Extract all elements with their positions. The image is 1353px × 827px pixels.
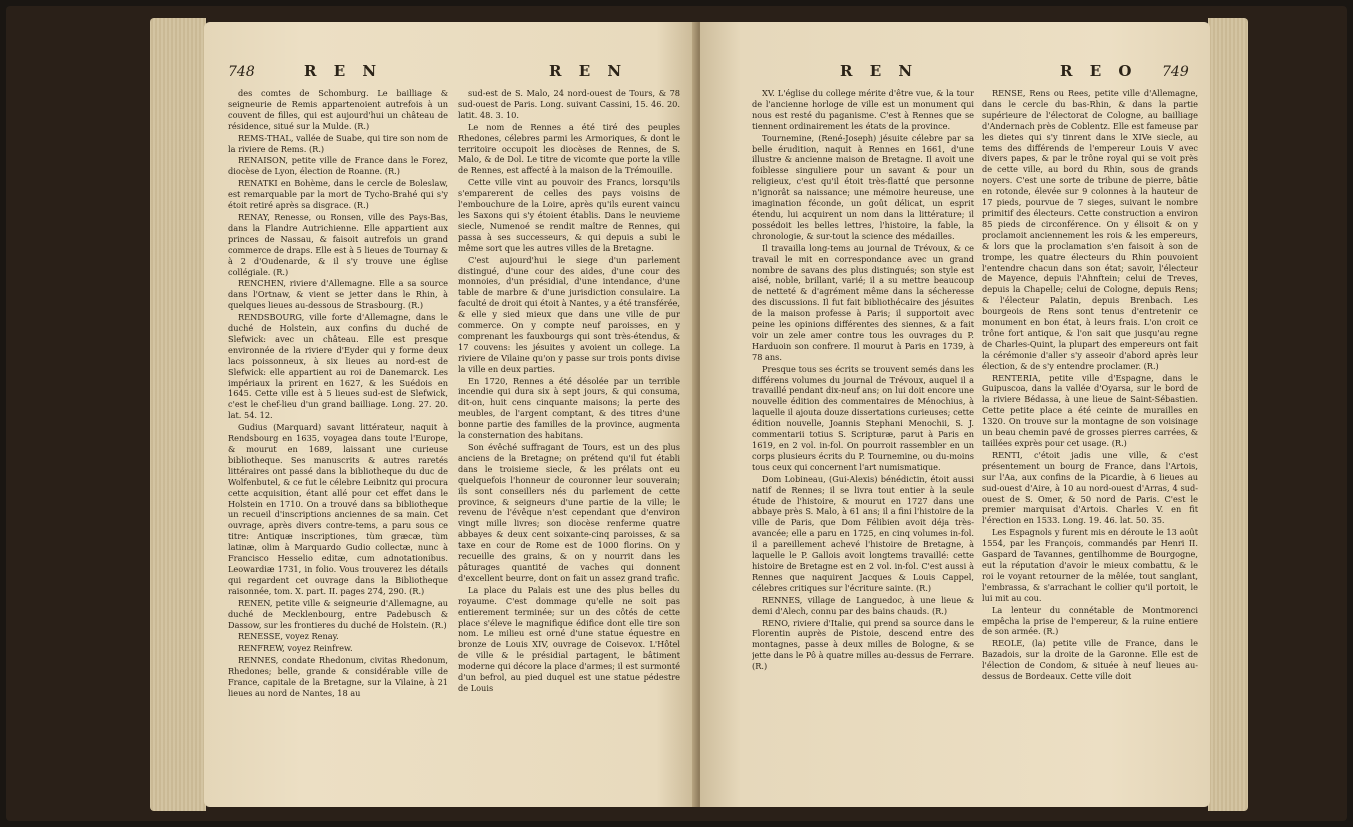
entry-paragraph: C'est aujourd'hui le siege d'un parlement distingué, d'une cour des aides, d'une cour des monnoies, d'un présidial, d'une intendance, d'une table de marbre & d'une jurisdiction consulaire. La faculté de droit qui étoit à Nantes, y a été transférée, & elle y sied mieux que dans une ville de pur commerce. On y compte neuf paroisses, en y comprenant les fauxbourgs qui sont très-étendus, & 17 couvens: les jésuites y avoient un college. La riviere de Vilaine qu'on y passe sur trois ponts divise la ville en deux parties. [458, 254, 680, 374]
left-page-number: 748 [228, 64, 255, 80]
left-column-2 [458, 88, 680, 798]
left-column-1 [228, 88, 448, 798]
entry-paragraph: La lenteur du connétable de Montmorenci empêcha la prise de l'empereur, & la ruine entiere de son armée. (R.) [982, 604, 1198, 637]
entry-paragraph: RENNES, condate Rhedonum, civitas Rhedonum, Rhedones; belle, grande & considérable ville de France, capitale de la Bretagne, sur la Vilaine, à 21 lieues au nord de Nantes, 18 au [228, 655, 448, 698]
entry-paragraph: La place du Palais est une des plus belles du royaume. C'est dommage qu'elle ne soit pas entierement terminée; sur un des côtés de cette place s'éleve le magnifique édifice dont elle tire son nom. Le milieu est orné d'une statue équestre en bronze de Louis XIV, ouvrage de Coisevox. L'Hôtel de ville & le présidial partagent, le bâtiment moderne qui décore la place d'armes; il est surmonté d'un befrol, au pied duquel est une statue pédestre de Louis [458, 584, 680, 693]
entry-paragraph: XV. L'église du college mérite d'être vue, & la tour de l'ancienne horloge de ville est un monument qui nous est resté du paganisme. C'est à Rennes que se tiennent ordinairement les états de la province. [752, 88, 974, 131]
right-page-edges [1208, 18, 1248, 811]
entry-paragraph: RENESSE, voyez Renay. [238, 631, 339, 642]
entry-paragraph: Le nom de Rennes a été tiré des peuples Rhedones, célebres parmi les Armoriques, & dont le territoire occupoit les diocèses de Rennes, de S. Malo, & de Dol. Le titre de vicomte que porte la ville de Rennes, est affecté à la maison de la Trémouille. [458, 121, 680, 176]
entry-paragraph: RENNES, village de Languedoc, à une lieue & demi d'Alech, connu par des bains chauds. (R.) [752, 594, 974, 616]
right-column-1 [752, 88, 974, 798]
left-header-left: R E N [304, 62, 383, 80]
right-header-left: R E N [840, 62, 919, 80]
entry-paragraph: sud-est de S. Malo, 24 nord-ouest de Tours, & 78 sud-ouest de Paris. Long. suivant Cassini, 15. 46. 20. latit. 48. 3. 10. [458, 88, 680, 120]
entry-paragraph: RENATKI en Bohème, dans le cercle de Boleslaw, est remarquable par la mort de Tycho-Brahé qui s'y étoit retiré après sa disgrace. (R.) [228, 178, 448, 211]
entry-paragraph: REMS-THAL, vallée de Suabe, qui tire son nom de la riviere de Rems. (R.) [228, 132, 448, 154]
entry-paragraph: RENTI, c'étoit jadis une ville, & c'est présentement un bourg de France, dans l'Artois, sur l'Aa, aux confins de la Picardie, à 6 lieues au sud-ouest d'Aire, à 10 au nord-ouest d'Arras, 4 sud-ouest de S. Omer, & 50 nord de Paris. C'est le premier marquisat d'Artois. Charles V. en fit l'érection en 1533. Long. 19. 46. lat. 50. 35. [982, 449, 1198, 526]
left-page-edges [150, 18, 206, 811]
right-header-right: R E O [1060, 62, 1138, 80]
entry-paragraph: RENFREW, voyez Reinfrew. [238, 643, 353, 654]
entry-paragraph: des comtes de Schomburg. Le bailliage & seigneurie de Remis appartenoient autrefois à un couvent de filles, qui est aujourd'hui un château de résidence, situé sur la Mulde. (R.) [228, 88, 448, 131]
entry-paragraph: REOLE, (la) petite ville de France, dans le Bazadois, sur la droite de la Garonne. Elle est de l'élection de Condom, & située à neuf lieues au-dessus de Bordeaux. Cette ville doit [982, 638, 1198, 682]
entry-paragraph: Dom Lobineau, (Gui-Alexis) bénédictin, étoit aussi natif de Rennes; il se livra tout entier à la seule étude de l'histoire, & mourut en 1727 dans une abbaye près S. Malo, à 61 ans; il a fini l'histoire de la ville de Paris, que Dom Félibien avoit déja très-avancée; elle a paru en 1725, en cinq volumes in-fol. il a pareillement achevé l'histoire de Bretagne, à laquelle le P. Gallois avoit longtems travaillé: cette histoire de Bretagne est en 2 vol. in-fol. C'est aussi à Rennes que naquirent Jacques & Louis Cappel, célebres critiques sur l'écriture sainte. (R.) [752, 473, 974, 593]
entry-paragraph: Presque tous ses écrits se trouvent semés dans les différens volumes du journal de Trévoux, auquel il a travaillé pendant dix-neuf ans; on lui doit encore une nouvelle édition des commentaires de Ménochius, à laquelle il ajouta douze dissertations curieuses; cette édition nouvelle, Joannis Stephani Menochii, S. J. commentarii totius S. Scripturæ, parut à Paris en 1619, en 2 vol. in-fol. On pourroit rassembler en un corps plusieurs écrits du P. Tournemine, ou du-moins tous ceux qui concernent l'art numismatique. [752, 363, 974, 472]
entry-paragraph: Cette ville vint au pouvoir des Francs, lorsqu'ils s'emparerent de celles des pays voisins de l'embouchure de la Loire, après qu'ils eurent vaincu les Saxons qui s'y étoient établis. Dans le neuvieme siecle, Numenoé se rendit maître de Rennes, qui passa à ses successeurs, & qui depuis a subi le même sort que les autres villes de la Bretagne. [458, 177, 680, 253]
right-page-number: 749 [1162, 64, 1189, 80]
right-page [700, 22, 1210, 807]
entry-paragraph: Tournemine, (René-Joseph) jésuite célebre par sa belle érudition, naquit à Rennes en 1661, d'une illustre & ancienne maison de Bretagne. Il avoit une foiblesse singuliere pour un savant & pour un religieux, c'est qu'il étoit très-flatté que personne n'ignorât sa naissance; une mémoire heureuse, une imagination féconde, un goût délicat, un esprit étendu, lui acquirent un nom dans la littérature; il possédoit les belles lettres, l'histoire, la fable, la chronologie, & sur-tout la science des médailles. [752, 132, 974, 241]
entry-paragraph: RENSE, Rens ou Rees, petite ville d'Allemagne, dans le cercle du bas-Rhin, & dans la partie supérieure de l'électorat de Cologne, au bailliage d'Andernach près de Coblentz. Elle est fameuse par les dietes qui s'y tinrent dans le XIVe siecle, au tems des différends de l'empereur Louis V avec divers papes, & par le trône royal qui se voit près de cette ville, au bord du Rhin, sous de grands noyers. C'est une sorte de tribune de pierre, bâtie en rotonde, élevée sur 9 colonnes à la hauteur de 17 pieds, pourvue de 7 sieges, suivant le nombre primitif des électeurs. Cette construction a environ 85 pieds de circonférence. On y élisoit & on y proclamoit anciennement les rois & les empereurs, & lors que la proclamation s'en faisoit à son de trompe, les quatre électeurs du Rhin pouvoient l'entendre chacun dans son état; savoir, l'électeur de Mayence, depuis l'Ahnftein; celui de Treves, depuis la Chapelle; celui de Cologne, depuis Rens; & l'électeur Palatin, depuis Brenbach. Les bourgeois de Rens sont tenus d'entretenir ce monument en bon état, à leurs frais. L'on croit ce trône fort antique, & l'on sait que jusqu'au regne de Charles-Quint, la plupart des empereurs ont fait la cérémonie d'aller s'y asseoir d'abord après leur élection, & de s'y entendre proclamer. (R.) [982, 88, 1198, 371]
entry-paragraph: En 1720, Rennes a été désolée par un terrible incendie qui dura six à sept jours, & qui consuma, dit-on, huit cens cinquante maisons; la perte des meubles, de l'argent comptant, & des titres d'une bonne partie des familles de la province, augmenta la consternation des habitans. [458, 375, 680, 441]
left-page [204, 22, 696, 807]
entry-paragraph: RENCHEN, riviere d'Allemagne. Elle a sa source dans l'Ortnaw, & vient se jetter dans le Rhin, à quelques lieues au-dessous de Strasbourg. (R.) [228, 278, 448, 311]
entry-paragraph: RENTERIA, petite ville d'Espagne, dans le Guipuscoa, dans la vallée d'Oyarsa, sur le bord de la riviere Bédassa, à une lieue de Saint-Sébastien. Cette petite place a été ceinte de murailles en 1320. On trouve sur la montagne de son voisinage un beau chemin pavé de grosses pierres carrées, & taillées exprès pour cet usage. (R.) [982, 372, 1198, 448]
entry-paragraph: Les Espagnols y furent mis en déroute le 13 août 1554, par les François, commandés par Henri II. Gaspard de Tavannes, gentilhomme de Bourgogne, eut la réputation d'avoir le mieux combattu, & le roi le voyant retourner de la mêlée, tout sanglant, l'embrassa, & s'arrachant le collier qu'il portoit, le lui mit au cou. [982, 527, 1198, 603]
left-header-right: R E N [549, 62, 628, 80]
entry-paragraph: RENO, riviere d'Italie, qui prend sa source dans le Florentin auprès de Pistoie, descend entre des montagnes, passe à deux milles de Bologne, & se jette dans le Pô à quatre milles au-dessus de Ferrare. (R.) [752, 617, 974, 672]
entry-paragraph: RENDSBOURG, ville forte d'Allemagne, dans le duché de Holstein, aux confins du duché de Slefwick: avec un château. Elle est presque environnée de la riviere d'Eyder qui y forme deux lacs poissonneux, à six lieues au nord-est de Slefwick: elle appartient au roi de Danemarck. Les impériaux la prirent en 1627, & les Suédois en 1645. Cette ville est à 5 lieues sud-est de Slefwick, c'est le chef-lieu d'un grand bailliage. Long. 27. 20. lat. 54. 12. [228, 312, 448, 421]
entry-paragraph: Gudius (Marquard) savant littérateur, naquit à Rendsbourg en 1635, voyagea dans toute l'Europe, & mourut en 1689, laissant une curieuse bibliotheque. Ses manuscrits & autres raretés littéraires ont passé dans la bibliotheque du duc de Wolfenbutel, & ce fut le célebre Leibnitz qui procura cette acquisition, étant allé pour cet effet dans le Holstein en 1710. On a trouvé dans sa bibliotheque un recueil d'inscriptions anciennes de sa main. Cet ouvrage, après divers contre-tems, a paru sous ce titre: Antiquæ inscriptiones, tùm græcæ, tùm latinæ, olim à Marquardo Gudio collectæ, nunc à Francisco Hesselio editæ, cum adnotationibus. Leowardiæ 1731, in folio. Vous trouverez les détails qui regardent cet ouvrage dans la Bibliotheque raisonnée, tom. X. part. II. pages 274, 290. (R.) [228, 422, 448, 596]
right-column-2 [982, 88, 1198, 798]
entry-paragraph: Son évêché suffragant de Tours, est un des plus anciens de la Bretagne; on prétend qu'il fut établi dans le troisieme siecle, & les prélats ont eu quelquefois l'honneur de couronner leur souverain; ils sont conseillers nés du parlement de cette province, & seigneurs d'une partie de la ville; le revenu de l'évêque n'est cependant que d'environ vingt mille livres; son diocèse renferme quatre abbayes & deux cent soixante-cinq paroisses, & sa taxe en cour de Rome est de 1000 florins. On y recueille des grains, & on y nourrit dans les pâturages quantité de vaches qui donnent d'excellent beurre, dont on fait un assez grand trafic. [458, 442, 680, 583]
entry-paragraph: RENAY, Renesse, ou Ronsen, ville des Pays-Bas, dans la Flandre Autrichienne. Elle appartient aux princes de Nassau, & faisoit autrefois un grand commerce de draps. Elle est à 5 lieues de Tournay & à 2 d'Oudenarde, & il s'y trouve une église collégiale. (R.) [228, 211, 448, 277]
entry-paragraph: RENEN, petite ville & seigneurie d'Allemagne, au duché de Mecklenbourg, entre Padebusch & Dassow, sur les frontieres du duché de Holstein. (R.) [228, 597, 448, 630]
entry-paragraph: Il travailla long-tems au journal de Trévoux, & ce travail le mit en correspondance avec un grand nombre de savans des plus distingués; son style est aisé, noble, brillant, varié; il a su mettre beaucoup de netteté & d'agrément même dans la sécheresse des discussions. Il fut fait bibliothécaire des jésuites de la maison professe à Paris; il supportoit avec peine les opinions différentes des siennes, & a fait voir un zele amer contre tous les ouvrages du P. Harduoin son confrere. Il mourut à Paris en 1739, à 78 ans. [752, 242, 974, 362]
entry-paragraph: RENAISON, petite ville de France dans le Forez, diocèse de Lyon, élection de Roanne. (R.) [228, 155, 448, 177]
